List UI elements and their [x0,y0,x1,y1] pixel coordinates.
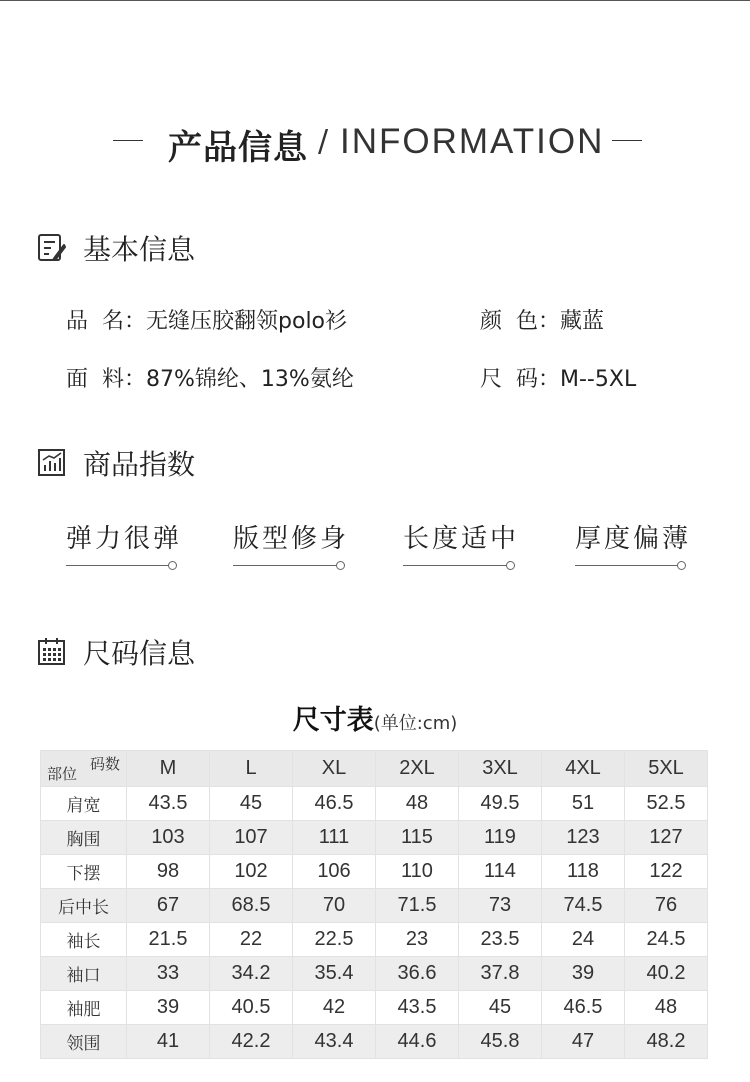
table-cell: 49.5 [459,787,542,821]
field-color [480,304,604,335]
field-label: 尺 码 [480,367,538,392]
table-title: 尺寸表 [292,705,374,736]
table-cell: 111 [293,821,376,855]
field-value: 87%锦纶、13%氨纶 [146,367,354,392]
table-cell: 22.5 [293,923,376,957]
table-cell: 42 [293,991,376,1025]
column-header: XL [293,751,376,787]
field-fabric [66,362,354,393]
table-cell: 118 [542,855,625,889]
page-title-en: INFORMATION [340,122,605,161]
table-cell: 43.5 [376,991,459,1025]
table-row [41,821,708,855]
table-unit: (单位:cm) [373,713,458,734]
section-title: 尺码信息 [83,637,196,670]
table-cell: 76 [625,889,708,923]
table-row [41,889,708,923]
table-row [41,787,708,821]
table-cell: 48 [625,991,708,1025]
field-label: 面 料 [66,367,124,392]
column-header: 3XL [459,751,542,787]
index-label: 长度适中 [403,524,520,554]
table-cell: 24 [542,923,625,957]
table-cell: 48.2 [625,1025,708,1059]
index-level-dot [677,561,686,570]
row-header: 领围 [41,1025,127,1059]
field-value: M--5XL [560,367,637,392]
table-cell: 48 [376,787,459,821]
size-table [40,750,708,1059]
column-header: 2XL [376,751,459,787]
table-cell: 123 [542,821,625,855]
table-row [41,991,708,1025]
table-cell: 106 [293,855,376,889]
table-cell: 39 [127,991,210,1025]
index-bar [403,565,507,566]
table-cell: 23.5 [459,923,542,957]
table-cell: 51 [542,787,625,821]
column-header: L [210,751,293,787]
corner-label-part: 部位 [47,765,78,783]
table-cell: 44.6 [376,1025,459,1059]
table-cell: 74.5 [542,889,625,923]
table-cell: 40.2 [625,957,708,991]
index-label: 厚度偏薄 [575,524,692,554]
table-cell: 23 [376,923,459,957]
index-bar [575,565,678,566]
page-header [0,118,750,168]
table-cell: 39 [542,957,625,991]
table-cell: 45.8 [459,1025,542,1059]
table-cell: 70 [293,889,376,923]
table-cell: 115 [376,821,459,855]
table-cell: 45 [210,787,293,821]
table-cell: 22 [210,923,293,957]
row-header: 后中长 [41,889,127,923]
colon: ： [124,309,147,334]
index-bar [66,565,169,566]
chart-icon [37,447,67,477]
index-level-dot [336,561,345,570]
table-cell: 46.5 [293,787,376,821]
table-cell: 43.5 [127,787,210,821]
section-title: 基本信息 [83,233,196,266]
size-table-title [0,698,750,737]
table-row [41,923,708,957]
table-cell: 102 [210,855,293,889]
row-header: 胸围 [41,821,127,855]
table-cell: 68.5 [210,889,293,923]
header-dash-right [612,140,642,141]
table-cell: 34.2 [210,957,293,991]
row-header: 肩宽 [41,787,127,821]
table-cell: 107 [210,821,293,855]
table-cell: 110 [376,855,459,889]
document-edit-icon [37,232,67,262]
table-cell: 47 [542,1025,625,1059]
table-row [41,1025,708,1059]
table-cell: 35.4 [293,957,376,991]
table-header-row [41,751,708,787]
index-item [403,518,520,578]
row-header: 袖长 [41,923,127,957]
table-cell: 43.4 [293,1025,376,1059]
field-value: 藏蓝 [560,309,605,334]
column-header: 4XL [542,751,625,787]
table-row [41,855,708,889]
table-cell: 37.8 [459,957,542,991]
table-cell: 45 [459,991,542,1025]
index-level-dot [506,561,515,570]
index-label: 版型修身 [233,524,350,554]
field-name [66,304,347,335]
table-cell: 52.5 [625,787,708,821]
header-dash-left [113,140,143,141]
index-item [233,518,350,578]
table-cell: 71.5 [376,889,459,923]
row-header: 袖口 [41,957,127,991]
index-item [575,518,692,578]
table-cell: 46.5 [542,991,625,1025]
table-cell: 67 [127,889,210,923]
corner-label-size: 码数 [89,755,120,773]
table-cell: 114 [459,855,542,889]
top-divider [0,0,750,1]
table-cell: 41 [127,1025,210,1059]
index-label: 弹力很弹 [66,524,183,554]
table-cell: 21.5 [127,923,210,957]
colon: ： [538,309,561,334]
colon: ： [538,367,561,392]
table-row [41,957,708,991]
table-cell: 119 [459,821,542,855]
table-cell: 36.6 [376,957,459,991]
section-title: 商品指数 [83,448,196,481]
index-bar [233,565,337,566]
row-header: 袖肥 [41,991,127,1025]
column-header: 5XL [625,751,708,787]
field-size [480,362,636,393]
table-cell: 73 [459,889,542,923]
table-cell: 40.5 [210,991,293,1025]
table-cell: 103 [127,821,210,855]
index-item [66,518,183,578]
table-corner-cell [41,751,127,787]
table-cell: 98 [127,855,210,889]
table-cell: 42.2 [210,1025,293,1059]
table-cell: 33 [127,957,210,991]
table-cell: 127 [625,821,708,855]
colon: ： [124,367,147,392]
index-level-dot [168,561,177,570]
field-label: 品 名 [66,309,124,334]
title-separator: / [318,124,329,159]
field-label: 颜 色 [480,309,538,334]
column-header: M [127,751,210,787]
row-header: 下摆 [41,855,127,889]
table-cell: 122 [625,855,708,889]
page-title-cn: 产品信息 [168,128,308,168]
field-value: 无缝压胶翻领polo衫 [146,309,348,334]
calendar-grid-icon [37,636,67,666]
table-cell: 24.5 [625,923,708,957]
